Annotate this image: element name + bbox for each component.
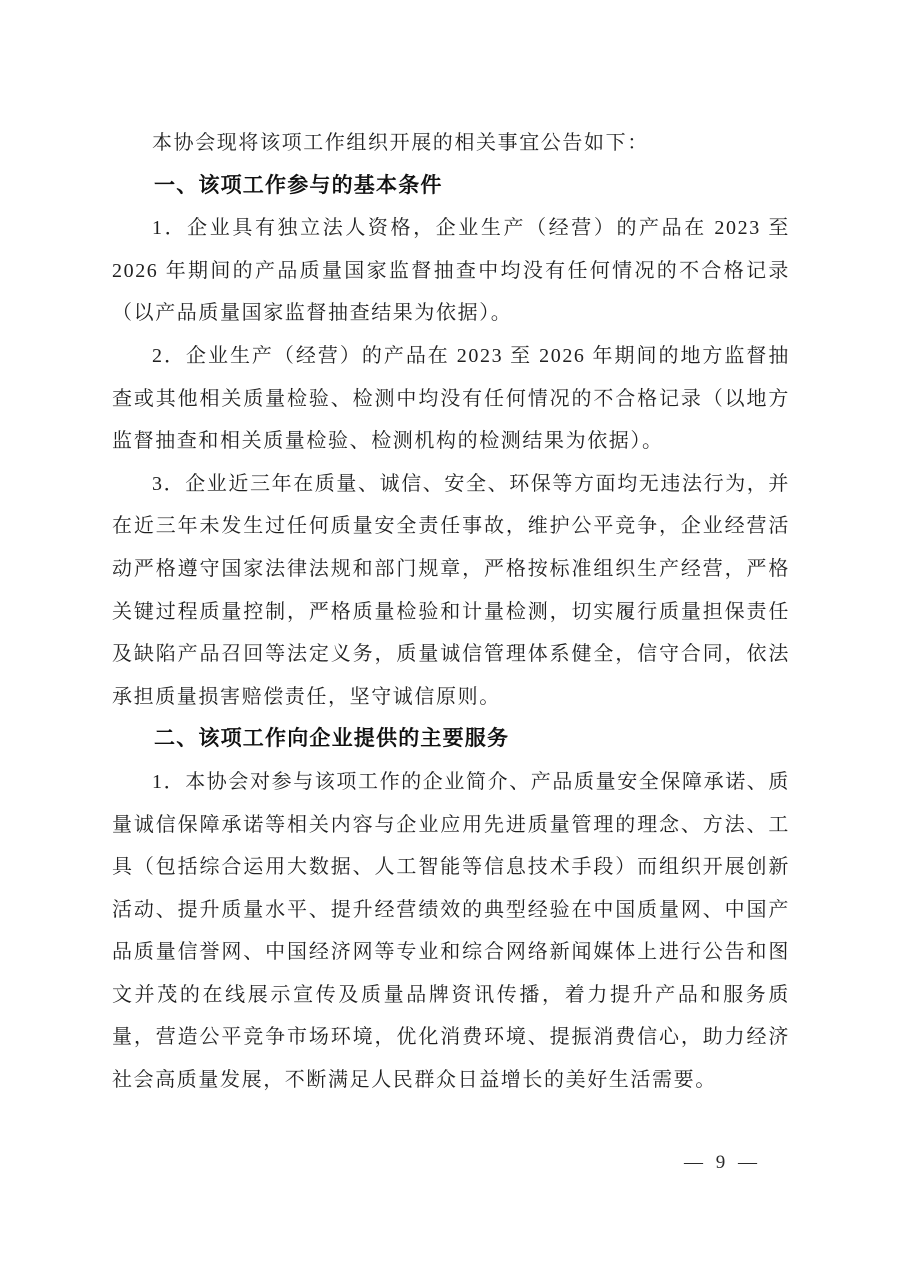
intro-paragraph: 本协会现将该项工作组织开展的相关事宜公告如下： xyxy=(152,132,649,154)
section-2-heading: 二、该项工作向企业提供的主要服务 xyxy=(154,727,510,751)
page-number: — 9 — xyxy=(684,1152,761,1173)
section-1-paragraph-1: 1．企业具有独立法人资格，企业生产（经营）的产品在 2023 至 2026 年期间的产品质量国家监督抽查中均没有任何情况的不合格记录（以产品质量国家监督抽查结果为依据）。 xyxy=(112,217,790,325)
section-2-paragraph-1: 1．本协会对参与该项工作的企业简介、产品质量安全保障承诺、质量诚信保障承诺等相关内容与企业应用先进质量管理的理念、方法、工具（包括综合运用大数据、人工智能等信息技术手段）而组织开展创新活动、提升质量水平、提升经营绩效的典型经验在中国质量网、中国产品质量信誉网、中国经济网等专业和综合网络新闻媒体上进行公告和图文并茂的在线展示宣传及质量品牌资讯传播，着力提升产品和服务质量，营造公平竞争市场环境，优化消费环境、提振消费信心，助力经济社会高质量发展，不断满足人民群众日益增长的美好生活需要。 xyxy=(112,770,790,1092)
section-1-heading: 一、该项工作参与的基本条件 xyxy=(154,173,443,197)
document-body xyxy=(112,122,790,1102)
section-1-paragraph-2: 2．企业生产（经营）的产品在 2023 至 2026 年期间的地方监督抽查或其他相关质量检验、检测中均没有任何情况的不合格记录（以地方监督抽查和相关质量检验、检测机构的检测结果为依据）。 xyxy=(112,344,790,453)
page-footer xyxy=(0,1146,900,1180)
section-1-paragraph-3: 3．企业近三年在质量、诚信、安全、环保等方面均无违法行为，并在近三年未发生过任何质量安全责任事故，维护公平竞争，企业经营活动严格遵守国家法律法规和部门规章，严格按标准组织生产经营，严格关键过程质量控制，严格质量检验和计量检测，切实履行质量担保责任及缺陷产品召回等法定义务，质量诚信管理体系健全，信守合同，依法承担质量损害赔偿责任，坚守诚信原则。 xyxy=(112,472,790,708)
